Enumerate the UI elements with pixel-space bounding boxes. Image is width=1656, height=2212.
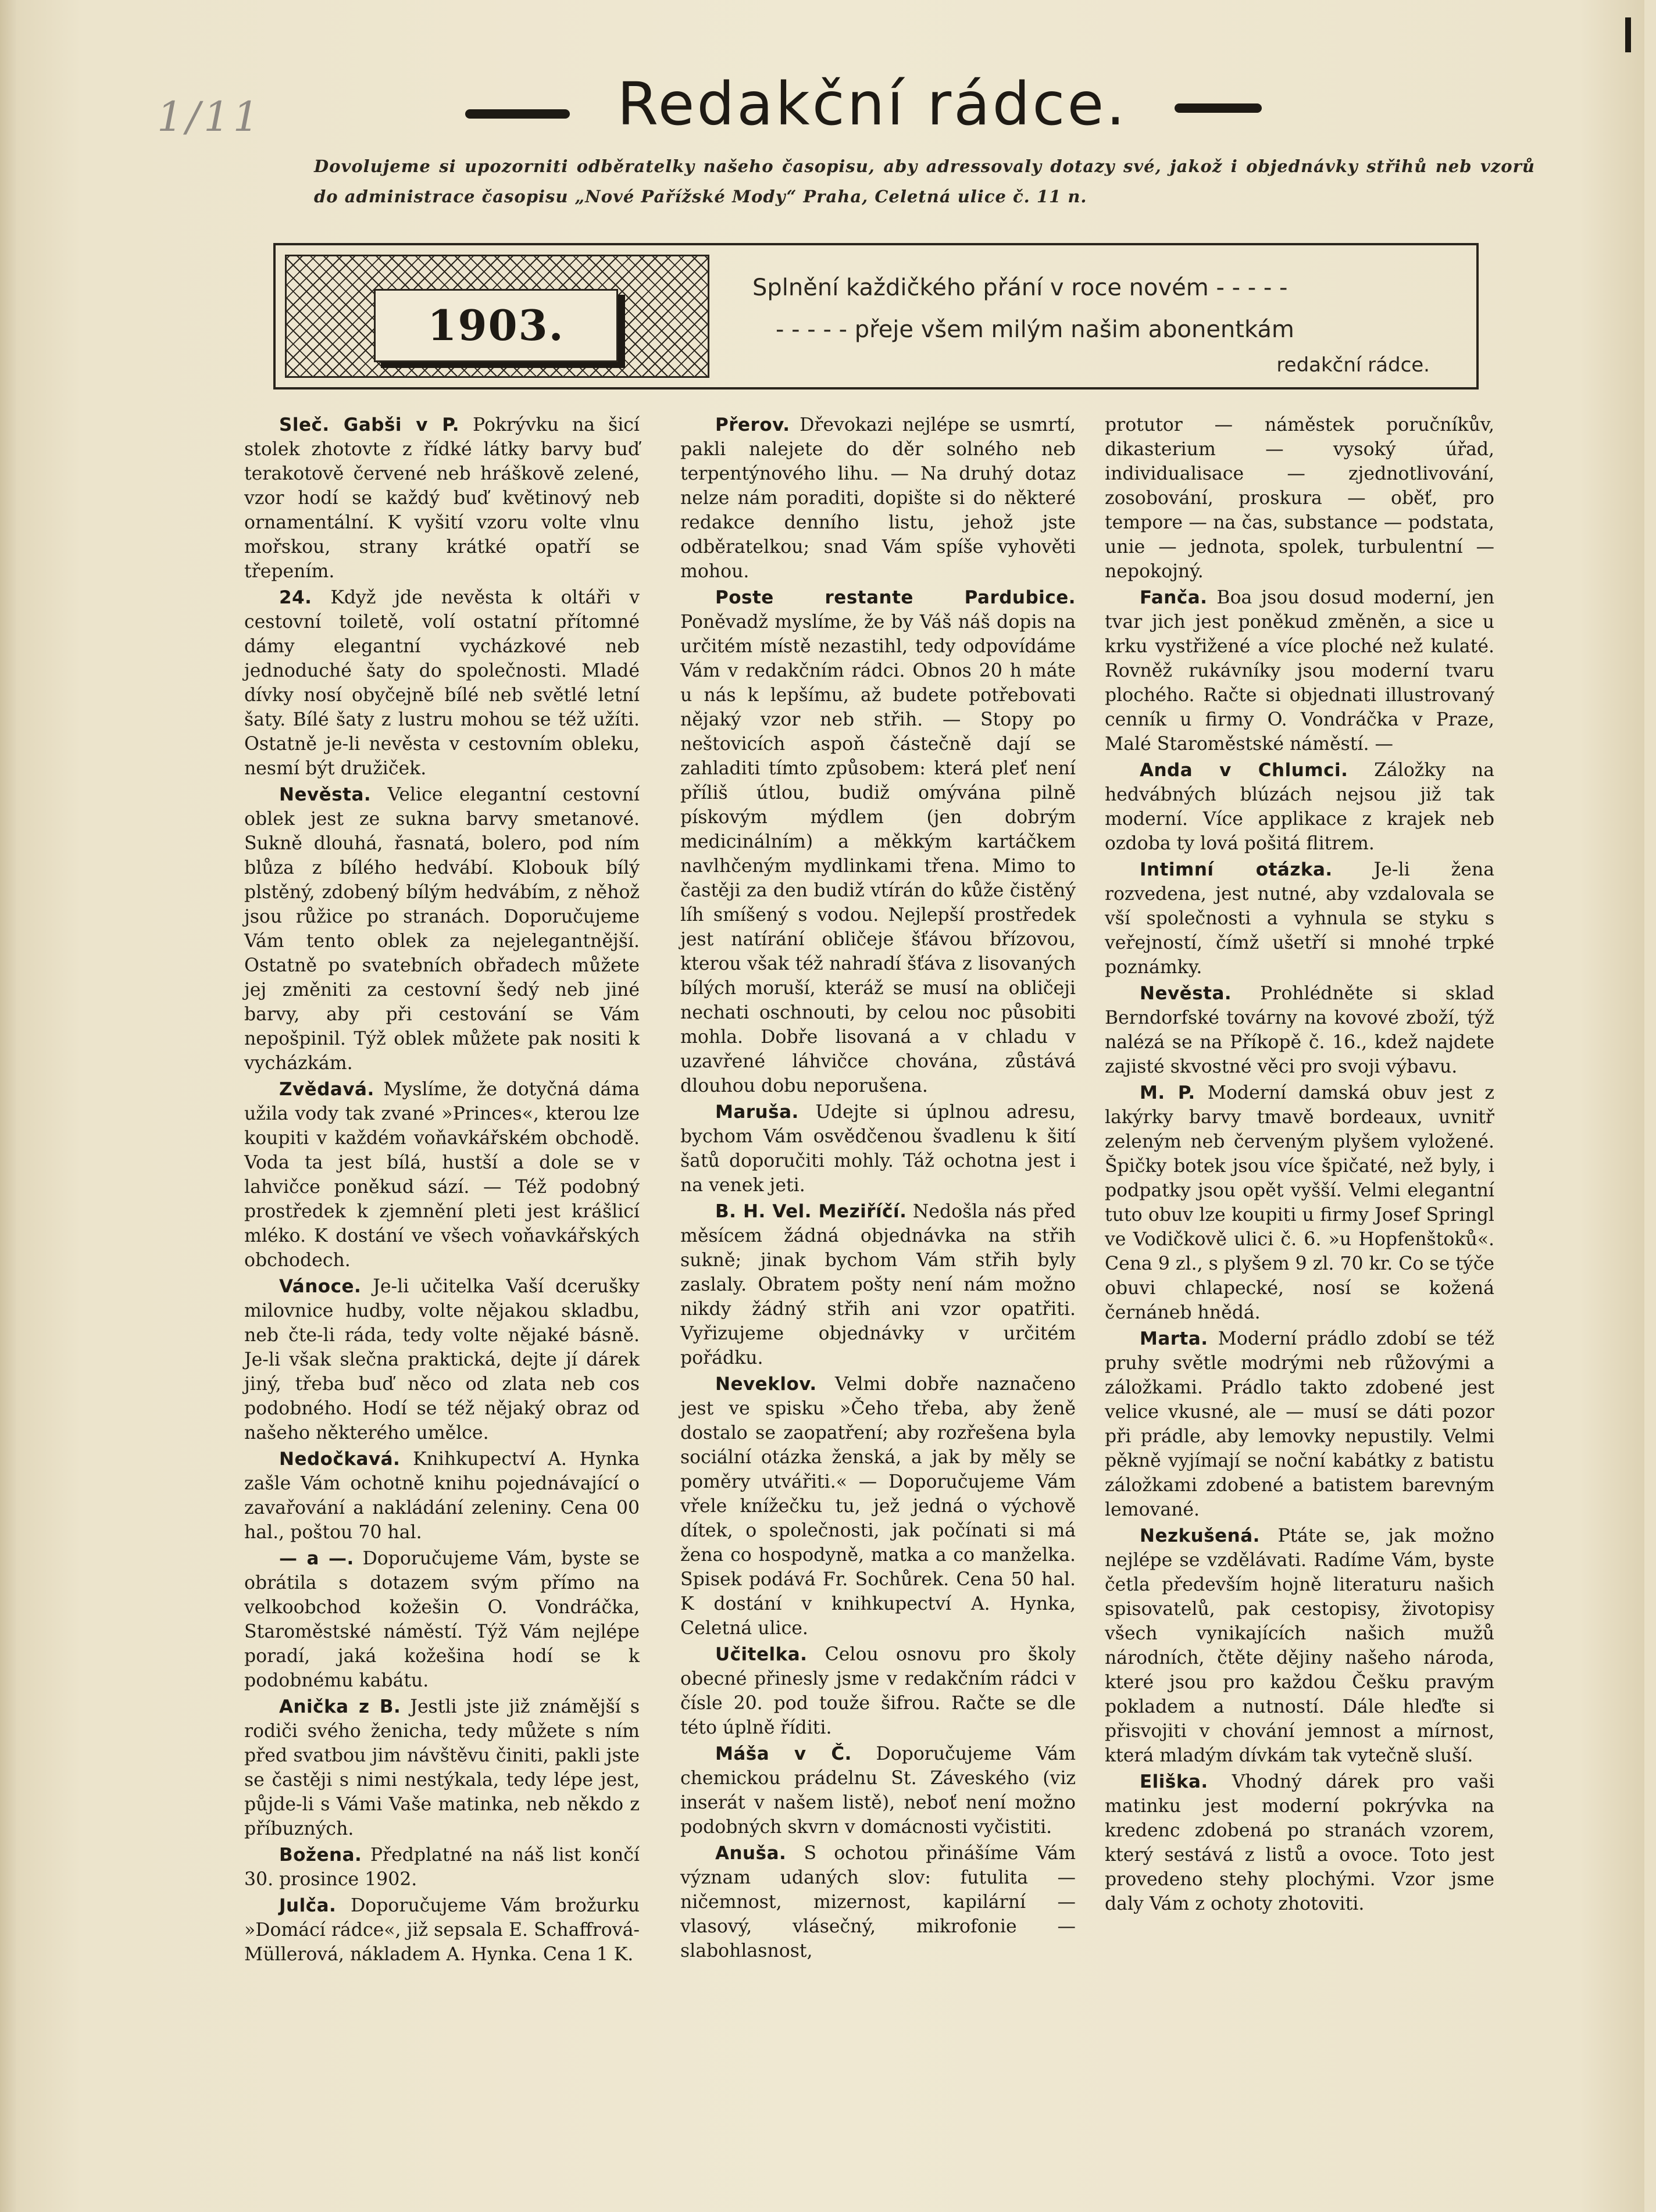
answer-text: Knihkupectví A. Hynka zašle Vám ochotně knihu pojednávající o zavařování a nakládání zeleniny. Cena 00 hal., poštou 70 hal. bbox=[244, 1449, 640, 1543]
masthead bbox=[0, 70, 1656, 151]
answer-entry bbox=[1105, 413, 1494, 584]
answer-entry bbox=[244, 1695, 640, 1841]
column-2 bbox=[680, 413, 1076, 1965]
answer-entry bbox=[1105, 585, 1494, 756]
answer-text: S ochotou přinášíme Vám význam udaných slov: futulita — ničemnost, mizernost, kapilární — vlasový, vlásečný, mikrofonie — slabohlasnost, bbox=[680, 1843, 1076, 1961]
answer-entry bbox=[1105, 758, 1494, 856]
new-year-greeting-box bbox=[273, 243, 1479, 389]
answer-recipient: Nezkušená. bbox=[1140, 1525, 1260, 1546]
answer-text: Ptáte se, jak možno nejlépe se vzdělávati. Radíme Vám, byste četla především hojně literaturu našich spisovatelů, pak cestopisy, životopisy všech vynikajících našich mužů národních, čtěte dějiny našeho národa, které jsou pro každou Češku pravým pokladem a nutností. Dále hleďte si přisvojiti v chování jemnost a mírnost, která mladým dívkám tak vytečně sluší. bbox=[1105, 1525, 1495, 1766]
answer-recipient: Zvědavá. bbox=[279, 1079, 374, 1100]
page-title: Redakční rádce. bbox=[617, 70, 1127, 139]
answer-entry bbox=[680, 1742, 1076, 1839]
answer-entry bbox=[680, 1841, 1076, 1963]
answer-recipient: Božena. bbox=[279, 1845, 362, 1866]
answer-recipient: 24. bbox=[279, 587, 312, 608]
answer-text: Předplatné na náš list končí 30. prosince 1902. bbox=[244, 1845, 640, 1890]
answer-text: Celou osnovu pro školy obecné přinesly jsme v redakčním rádci v čísle 20. pod touže šifrou. Račte se dle této úplně říditi. bbox=[680, 1644, 1076, 1738]
answer-text: Je-li žena rozvedena, jest nutné, aby vzdalovala se vší společnosti a vyhnula se styku s veřejností, čímž ušetří si mnohé trpké poznámky. bbox=[1105, 859, 1494, 978]
answer-entry bbox=[244, 1893, 640, 1967]
greeting-text bbox=[718, 255, 1462, 378]
answer-recipient: Poste restante Pardubice. bbox=[715, 587, 1076, 608]
answer-text: protutor — náměstek poručníkův, dikasterium — vysoký úřad, individualisace — zjednotlivování, zosobování, proskura — oběť, pro tempore — na čas, substance — podstata, unie — jednota, spolek, turbulentní — nepokojný. bbox=[1105, 414, 1494, 582]
answer-recipient: Vánoce. bbox=[279, 1276, 362, 1297]
answer-text: Je-li učitelka Vaší dcerušky milovnice hudby, volte nějakou skladbu, neb čte-li ráda, tedy volte nějaké básně. Je-li však slečna praktická, dejte jí dárek jiný, třeba buď něco od zlata neb cos podobného. Hodí se též nějaký obraz od našeho některého umělce. bbox=[244, 1276, 640, 1443]
edge-mark bbox=[1625, 17, 1631, 52]
answer-entry bbox=[1105, 1327, 1494, 1522]
answer-recipient: Julča. bbox=[279, 1895, 337, 1916]
answer-recipient: Eliška. bbox=[1140, 1771, 1208, 1792]
column-1 bbox=[244, 413, 640, 1968]
answer-text: Velmi dobře naznačeno jest ve spisku »Čeho třeba, aby ženě dostalo se zaopatření; aby rozřešena byla sociální otázka ženská, a jak by měly se poměry utvářiti.« — Doporučujeme Vám vřele knížečku tu, jež jedná o výchově dítek, o společnosti, jak počínati si má žena co hospodyně, matka a co manželka. Spisek podává Fr. Sochůrek. Cena 50 hal. K dostání v knihkupectví A. Hynka, Celetná ulice. bbox=[680, 1374, 1076, 1639]
masthead-left-rule bbox=[465, 109, 570, 119]
answer-recipient: Anička z B. bbox=[279, 1696, 401, 1717]
answer-text: Doporučujeme Vám chemickou prádelnu St. Záveského (viz inserát v našem listě), neboť není možno podobných skvrn v domácnosti vyčistiti. bbox=[680, 1743, 1076, 1838]
answer-text: Moderní damská obuv jest z lakýrky barvy tmavě bordeaux, uvnitř zeleným neb červeným plyšem vyložené. Špičky botek jsou více špičaté, než byly, i podpatky jsou opět vyšší. Velmi elegantní tuto obuv lze koupiti u firmy Josef Springl ve Vodičkově ulici č. 6. »u Hopfenštoků«. Cena 9 zl., s plyšem 9 zl. 70 kr. Co se týče obuvi chlapecké, nosí se kožená černáneb hnědá. bbox=[1105, 1082, 1494, 1323]
answer-recipient: Přerov. bbox=[715, 414, 790, 435]
answer-recipient: Maruša. bbox=[715, 1102, 799, 1123]
editorial-notice: Dovolujeme si upozorniti odběratelky našeho časopisu, aby adressovaly dotazy své, jakož i objednávky střihů neb vzorů do administrace časopisu „Nové Pařížské Mody“ Praha, Celetná ulice č. 11 n. bbox=[314, 156, 1535, 206]
answer-recipient: Anuša. bbox=[715, 1843, 787, 1864]
answer-recipient: Nedočkavá. bbox=[279, 1449, 401, 1470]
answer-text: Velice elegantní cestovní oblek jest ze sukna barvy smetanové. Sukně dlouhá, řasnatá, bolero, pod ním blůza z bílého hedvábí. Klobouk bílý plstěný, zdobený bílým hedvábím, z něhož jsou růžice po stranách. Doporučujeme Vám tento oblek za nejelegantnější. Ostatně po svatebních obřadech můžete jej změniti za cestovní šedý neb jiné barvy, aby při cestování se Vám nepošpinil. Týž oblek můžete pak nositi k vycházkám. bbox=[244, 784, 640, 1074]
answer-entry bbox=[1105, 857, 1494, 980]
answer-entry bbox=[244, 1274, 640, 1445]
greeting-line-2: - - - - - přeje všem milým našim abonentkám bbox=[776, 316, 1294, 343]
answer-entry bbox=[244, 1546, 640, 1693]
answer-text: Pokrývku na šicí stolek zhotovte z řídké látky barvy buď terakotově červené neb hráškově zelené, vzor hodí se každý buď květinový neb ornamentální. K vyšití vzoru volte vlnu mořskou, strany krátké opatří se třepením. bbox=[244, 414, 640, 582]
answer-entry bbox=[244, 585, 640, 781]
answer-entry bbox=[244, 1447, 640, 1545]
answer-text: Záložky na hedvábných blúzách nejsou již tak moderní. Více applikace z krajek neb ozdoba ty lová pošitá flitrem. bbox=[1105, 760, 1495, 854]
answers-columns bbox=[244, 413, 1523, 2041]
answer-recipient: Marta. bbox=[1140, 1328, 1208, 1349]
answer-text: Udejte si úplnou adresu, bychom Vám osvědčenou švadlenu k šití šatů doporučiti mohly. Táž ochotna jest i na venek jeti. bbox=[680, 1102, 1076, 1196]
answer-recipient: Nevěsta. bbox=[279, 784, 372, 805]
answer-entry bbox=[1105, 981, 1494, 1079]
answer-text: Poněvadž myslíme, že by Váš náš dopis na určitém místě nezastihl, tedy odpovídáme Vám v redakčním rádci. Obnos 20 h máte u nás k lepšímu, až budete potřebovati nějaký vzor neb střih. — Stopy po neštovicích aspoň částečně dají se zahladiti tímto způsobem: která pleť není příliš útlou, budiž omývána pilně pískovým mýdlem (jen dobrým medicinálním) a měkkým kartáčkem navlhčeným mydlinkami třena. Mimo to častěji za den budiž vtírán do kůže čistěný líh smíšený s vodou. Nejlepší prostředek jest natírání obličeje šťávou břízovou, kterou však též nahradí šťáva z lisovaných bílých moruší, kteráž se musí na obličeji nechati oschnouti, by celou noc působiti mohla. Dobře lisovaná a v chladu v uzavřené láhvičce chována, zůstává dlouhou dobu neporušena. bbox=[680, 612, 1076, 1096]
answer-recipient: Sleč. Gabši v P. bbox=[279, 414, 460, 435]
answer-entry bbox=[244, 1843, 640, 1892]
answer-entry bbox=[1105, 1081, 1494, 1325]
answer-text: Dřevokazi nejlépe se usmrtí, pakli nalejete do děr solného neb terpentýnového lihu. — Na druhý dotaz nelze nám poraditi, dopište si do některé redakce denního listu, jehož jste odběratelkou; snad Vám spíše vyhověti mohou. bbox=[680, 414, 1076, 582]
answer-entry bbox=[244, 782, 640, 1075]
page-binding bbox=[0, 0, 17, 2212]
answer-recipient: Neveklov. bbox=[715, 1374, 817, 1395]
answer-text: Vhodný dárek pro vaši matinku jest moderní pokrývka na kredenc zdobená po stranách vzorem, který sestává z listů a ovoce. Toto jest provedeno stehy plochými. Vzor jsme daly Vám z ochoty zhotoviti. bbox=[1105, 1771, 1494, 1914]
greeting-line-1: Splnění každičkého přání v roce novém - - - - - bbox=[752, 274, 1288, 301]
masthead-right-rule bbox=[1175, 103, 1262, 113]
answer-entry bbox=[680, 1372, 1076, 1641]
pencil-margin-note: 1/11 bbox=[157, 93, 263, 141]
greeting-signature: redakční rádce. bbox=[1276, 353, 1430, 377]
answer-entry bbox=[1105, 1770, 1494, 1916]
answer-entry bbox=[244, 413, 640, 584]
answer-entry bbox=[244, 1077, 640, 1273]
answer-recipient: Nevěsta. bbox=[1140, 983, 1232, 1004]
answer-text: Prohlédněte si sklad Berndorfské továrny na kovové zboží, týž nalézá se na Příkopě č. 16., kdež najdete zajisté skvostné věci pro svoji výbavu. bbox=[1105, 983, 1495, 1077]
column-3 bbox=[1105, 413, 1494, 1918]
answer-text: Když jde nevěsta k oltáři v cestovní toiletě, volí ostatní přítomné dámy elegantní vycházkové neb jednoduché šaty do společnosti. Mladé dívky nosí obyčejně bílé neb světlé letní šaty. Bílé šaty z lustru mohou se též užíti. Ostatně je-li nevěsta v cestovním obleku, nesmí být družiček. bbox=[244, 587, 640, 779]
answer-text: Moderní prádlo zdobí se též pruhy světle modrými neb růžovými a záložkami. Prádlo takto zdobené jest velice vkusné, ale — musí se dáti pozor při prádle, aby lemovky nepustily. Velmi pěkně vyjímají se noční kabátky z batistu záložkami zdobené a batistem barevným lemované. bbox=[1105, 1328, 1495, 1520]
answer-recipient: Anda v Chlumci. bbox=[1140, 760, 1348, 781]
answer-recipient: M. P. bbox=[1140, 1082, 1195, 1103]
answer-text: Doporučujeme Vám, byste se obrátila s dotazem svým přímo na velkoobchod kožešin O. Vondráčka, Staroměstské náměstí. Týž Vám nejlépe poradí, jaká kožešina hodí se k podobnému kabátu. bbox=[244, 1548, 640, 1691]
answer-recipient: Učitelka. bbox=[715, 1644, 808, 1665]
answer-entry bbox=[680, 413, 1076, 584]
answer-recipient: B. H. Vel. Meziříčí. bbox=[715, 1201, 907, 1222]
answer-recipient: Máša v Č. bbox=[715, 1743, 852, 1764]
answer-recipient: Fanča. bbox=[1140, 587, 1208, 608]
crosshatch-panel bbox=[285, 255, 709, 378]
answer-recipient: — a —. bbox=[279, 1548, 354, 1569]
answer-text: Myslíme, že dotyčná dáma užila vody tak zvané »Princes«, kterou lze koupiti v každém voňavkářském obchodě. Voda ta jest bílá, hustší a dole se v lahvičce poněkud sází. — Též podobný prostředek k zjemnění pleti jest krášlicí mléko. K dostání ve všech voňavkářských obchodech. bbox=[244, 1079, 640, 1271]
answer-entry bbox=[1105, 1524, 1494, 1768]
year-label: 1903. bbox=[374, 289, 618, 362]
answer-entry bbox=[680, 1100, 1076, 1198]
answer-text: Doporučujeme Vám brožurku »Domácí rádce«, již sepsala E. Schaffrová-Müllerová, nákladem A. Hynka. Cena 1 K. bbox=[244, 1895, 640, 1965]
answer-entry bbox=[680, 585, 1076, 1098]
answer-text: Nedošla nás před měsícem žádná objednávka na střih sukně; jinak bychom Vám střih byly zaslaly. Obratem pošty není nám možno nikdy žádný střih ani vzor opatřiti. Vyřizujeme objednávky v určitém pořádku. bbox=[680, 1201, 1076, 1368]
answer-text: Jestli jste již známější s rodiči svého ženicha, tedy můžete s ním před svatbou jim návštěvu činiti, pakli jste se častěji s nimi nestýkala, tedy lépe jest, půjde-li s Vámi Vaše matinka, neb někdo z příbuzných. bbox=[244, 1696, 640, 1839]
answer-recipient: Intimní otázka. bbox=[1140, 859, 1333, 880]
answer-text: Boa jsou dosud moderní, jen tvar jich jest poněkud změněn, a sice u krku vystřižené a více ploché než kulaté. Rovněž rukávníky jsou moderní tvaru plochého. Račte si objednati illustrovaný cenník u firmy O. Vondráčka v Praze, Malé Staroměstské náměstí. — bbox=[1105, 587, 1494, 755]
answer-entry bbox=[680, 1199, 1076, 1370]
answer-entry bbox=[680, 1642, 1076, 1740]
